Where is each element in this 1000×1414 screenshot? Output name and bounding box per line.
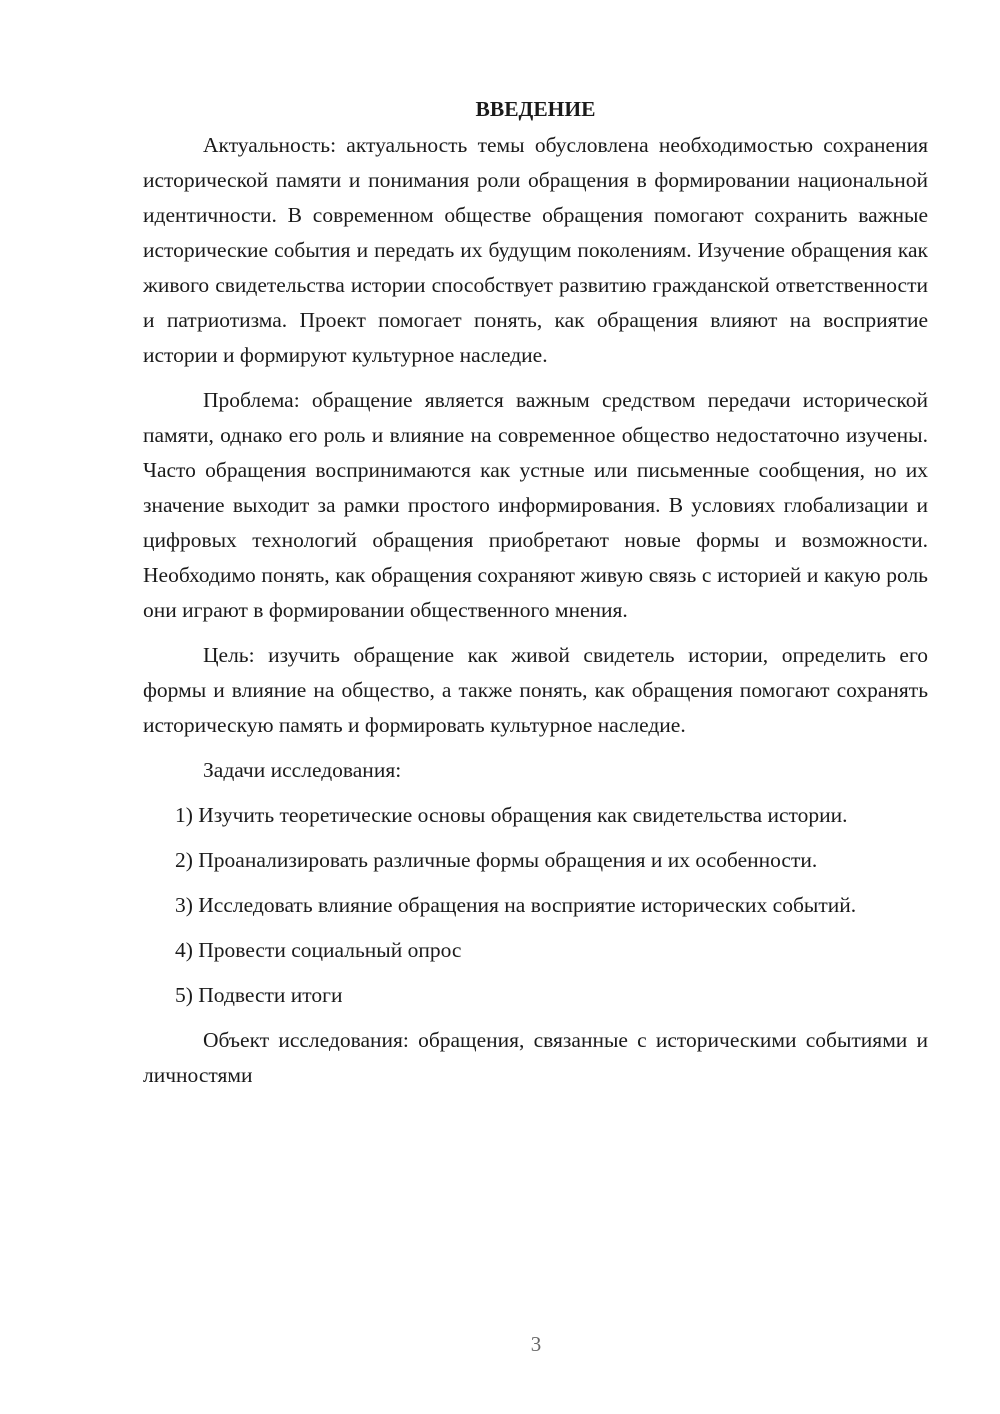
task-item: 5) Подвести итоги: [175, 983, 343, 1007]
task-item: 1) Изучить теоретические основы обращения как свидетельства истории.: [175, 803, 848, 827]
tasks-heading: Задачи исследования:: [203, 758, 402, 782]
relevance-paragraph: Актуальность: актуальность темы обусловлена необходимостью сохранения исторической памяти и понимания роли обращения в формировании национальной идентичности. В современном обществе обращения помогают сохранить важные исторические события и передать их будущим поколениям. Изучение обращения как живого свидетельства истории способствует развитию гражданской ответственности и патриотизма. Проект помогает понять, как обращения влияют на восприятие истории и формируют культурное наследие.: [143, 133, 928, 367]
problem-paragraph: Проблема: обращение является важным средством передачи исторической памяти, однако его роль и влияние на современное общество недостаточно изучены. Часто обращения воспринимаются как устные или письменные сообщения, но их значение выходит за рамки простого информирования. В условиях глобализации и цифровых технологий обращения приобретают новые формы и возможности. Необходимо понять, как обращения сохраняют живую связь с историей и какую роль они играют в формировании общественного мнения.: [143, 388, 928, 622]
object-paragraph: Объект исследования: обращения, связанные с историческими событиями и личностями: [143, 1028, 928, 1087]
task-item: 3) Исследовать влияние обращения на восприятие исторических событий.: [175, 893, 857, 917]
page-title: ВВЕДЕНИЕ: [475, 97, 596, 121]
page-number: 3: [530, 1332, 542, 1356]
tasks-list: [143, 798, 928, 1013]
task-item: 4) Провести социальный опрос: [175, 938, 462, 962]
goal-paragraph: Цель: изучить обращение как живой свидетель истории, определить его формы и влияние на общество, а также понять, как обращения помогают сохранять историческую память и формировать культурное наследие.: [143, 643, 928, 737]
document-page: [143, 92, 928, 1093]
task-item: 2) Проанализировать различные формы обращения и их особенности.: [175, 848, 818, 872]
